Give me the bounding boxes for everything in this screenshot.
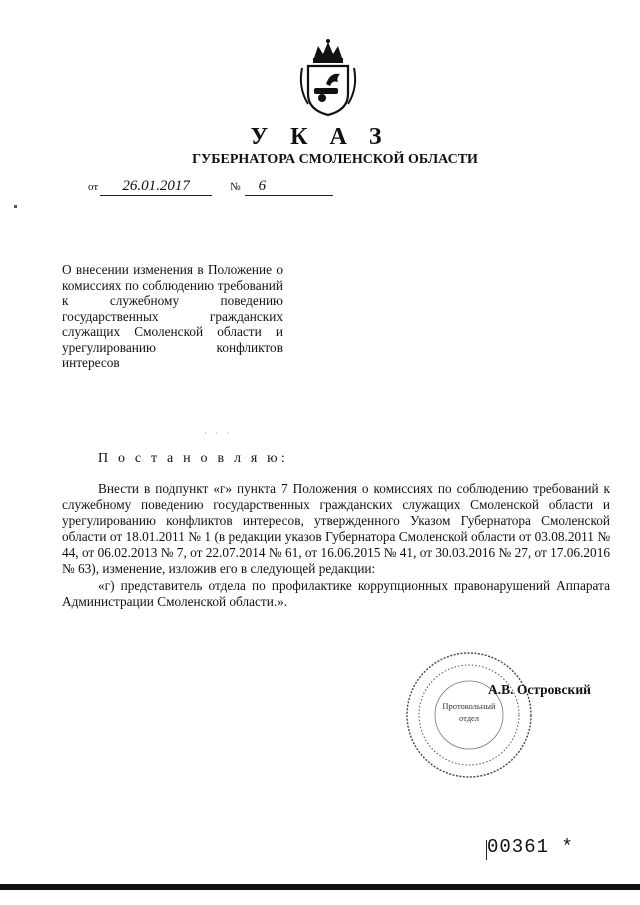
document-number: 6 [245,178,333,196]
stamp-label [414,700,524,724]
scan-dots: · · · [204,428,233,438]
body-paragraph-quote: «г) представитель отдела по профилактике коррупционных правонарушений Аппарата Администрации Смоленской области.». [62,577,610,609]
smolensk-crest-icon [296,38,360,118]
number-label: № [230,181,241,193]
signer-name: А.В. Островский [488,682,591,697]
document-date: 26.01.2017 [100,178,212,196]
stamp-line: Протокольный [442,701,496,711]
stamp-line: отдел [458,713,480,723]
registration-line [88,178,333,196]
decree-word: П о с т а н о в л я ю: [98,451,288,466]
date-prefix: от [88,181,99,193]
document-body [62,481,610,610]
document-title: У К А З [250,124,390,150]
body-paragraph: Внести в подпункт «г» пункта 7 Положения о комиссиях по соблюдению требований к служебному поведению государственных гражданских служащих Смоленской области и урегулированию конфликтов интересов, утвержденного Указом Губернатора Смоленской области от 18.01.2011 № 1 (в редакции указов Губернатора Смоленской области от 03.08.2011 № 44, от 06.02.2013 № 7, от 22.07.2014 № 61, от 16.06.2015 № 41, от 30.03.2016 № 27, от 17.06.2016 № 63), изменение, изложив его в следующей редакции: [62,481,610,577]
registry-number: 00361 * [487,836,574,858]
document-subject: О внесении изменения в Положение о комиссиях по соблюдению требований к служебному поведению государственных гражданских служащих Смоленской области и урегулированию конфликтов интересов [62,262,283,370]
bottom-rule [0,884,640,890]
document-subtitle: ГУБЕРНАТОРА СМОЛЕНСКОЙ ОБЛАСТИ [192,152,478,167]
scan-mark [14,205,17,208]
